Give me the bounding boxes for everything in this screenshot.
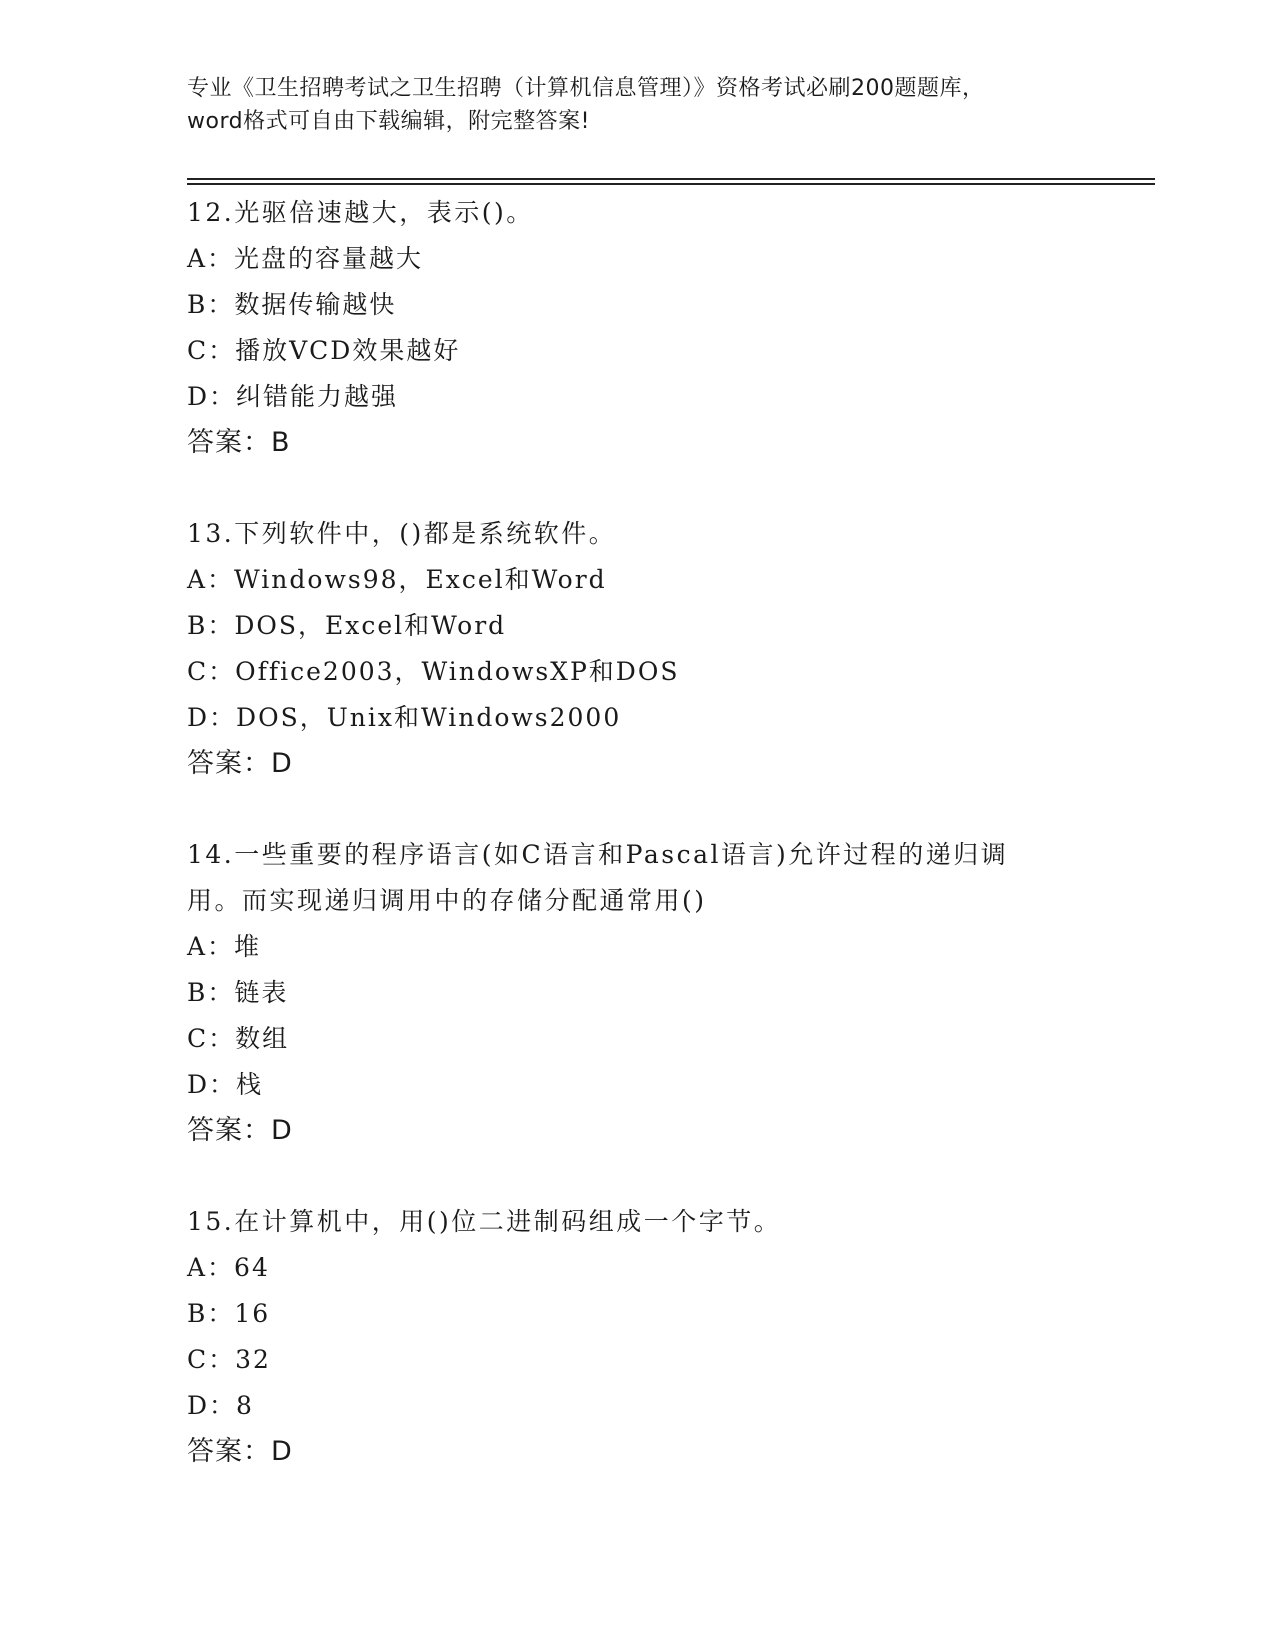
answer: 答案：D	[187, 1436, 293, 1467]
question-15	[187, 1199, 1087, 1475]
question-12	[187, 190, 1087, 466]
question-stem: 13.下列软件中，()都是系统软件。	[187, 519, 617, 548]
option-c: C：播放VCD效果越好	[187, 336, 461, 365]
option-a: A：64	[187, 1253, 270, 1282]
question-14	[187, 832, 1087, 1154]
header-line-2: word格式可自由下载编辑，附完整答案!	[187, 109, 590, 134]
option-d: D：DOS，Unix和Windows2000	[187, 703, 622, 732]
answer: 答案：D	[187, 1115, 293, 1146]
option-d: D：纠错能力越强	[187, 382, 399, 411]
option-b: B：数据传输越快	[187, 290, 397, 319]
answer: 答案：D	[187, 748, 293, 779]
option-c: C：Office2003，WindowsXP和DOS	[187, 657, 680, 686]
question-stem: 12.光驱倍速越大，表示()。	[187, 198, 534, 227]
question-stem: 15.在计算机中，用()位二进制码组成一个字节。	[187, 1207, 782, 1236]
question-list	[187, 190, 1087, 1520]
question-stem-line-1: 14.一些重要的程序语言(如C语言和Pascal语言)允许过程的递归调	[187, 840, 1009, 869]
document-header	[187, 72, 1107, 138]
option-a: A：Windows98，Excel和Word	[187, 565, 607, 594]
option-c: C：32	[187, 1345, 271, 1374]
option-b: B：链表	[187, 978, 289, 1007]
header-line-1: 专业《卫生招聘考试之卫生招聘（计算机信息管理）》资格考试必刷200题题库，	[187, 76, 985, 101]
option-a: A：堆	[187, 932, 262, 961]
question-13	[187, 511, 1087, 787]
header-divider-top	[187, 178, 1155, 180]
option-d: D：8	[187, 1391, 254, 1420]
question-stem-line-2: 用。而实现递归调用中的存储分配通常用()	[187, 886, 707, 915]
option-c: C：数组	[187, 1024, 290, 1053]
answer: 答案：B	[187, 427, 291, 458]
header-divider-bottom	[187, 183, 1155, 185]
option-b: B：DOS，Excel和Word	[187, 611, 507, 640]
option-d: D：栈	[187, 1070, 264, 1099]
option-b: B：16	[187, 1299, 271, 1328]
option-a: A：光盘的容量越大	[187, 244, 424, 273]
